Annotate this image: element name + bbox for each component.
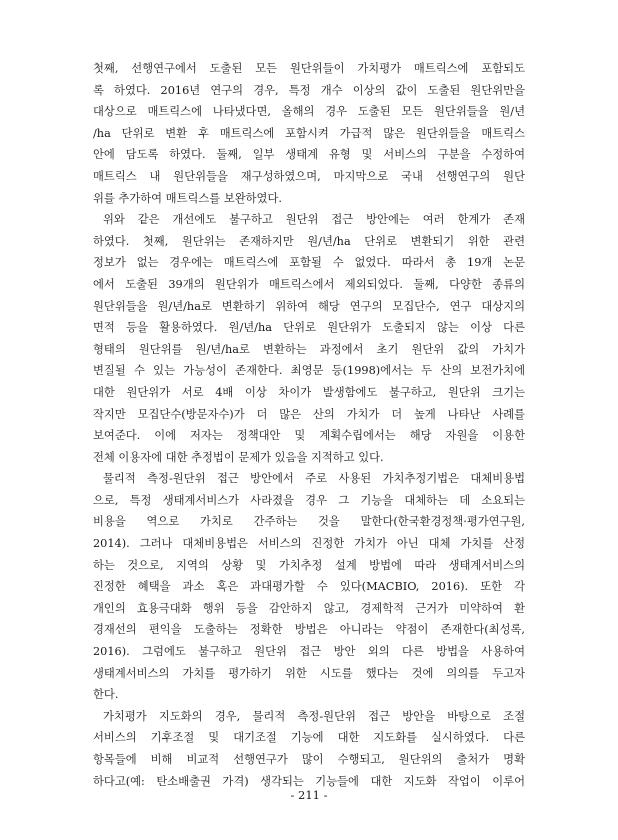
- text-line: 대한 원단위가 서로 4배 이상 차이가 발생함에도 불구하고, 원단위 크기는: [93, 385, 525, 399]
- paragraph-3: [93, 468, 525, 706]
- text-line: 면적 등을 활용하였다. 원/년/ha 단위로 원단위가 도출되지 않는 이상 다른: [93, 321, 525, 335]
- text-line: 물리적 측정-원단위 접근 방안에서 주로 사용된 가치추정기법은 대체비용법: [103, 472, 525, 486]
- text-line: 변질될 수 있는 가능성이 존재한다. 최영문 등(1998)에서는 두 산의 보전가치에: [93, 364, 525, 378]
- text-line: 정보가 없는 경우에는 매트릭스에 포함될 수 없었다. 따라서 총 19개 논문: [93, 256, 525, 270]
- paragraph-4: [93, 706, 525, 792]
- text-line: 위를 추가하여 매트릭스를 보완하였다.: [93, 191, 282, 205]
- text-line: 형태의 원단위를 원/년/ha로 변환하는 과정에서 초기 원단위 값의 가치가: [93, 342, 525, 356]
- text-line: 2016). 그럼에도 불구하고 원단위 접근 방안 외의 다른 방법을 사용하여: [93, 645, 525, 659]
- text-line: 경재선의 편익을 도출하는 정확한 방법은 아니라는 약점이 존재한다(최성록,: [93, 623, 525, 637]
- text-line: 대상으로 매트릭스에 나타냈다면, 올해의 경우 도출된 모든 원단위들을 원/년: [93, 105, 525, 119]
- text-line: 안에 담도록 하였다. 둘째, 일부 생태계 유형 및 서비스의 구분을 수정하여: [93, 148, 525, 162]
- text-line: 비용을 역으로 가치로 간주하는 것을 말한다(한국환경정책·평가연구원,: [93, 515, 525, 529]
- text-line: 2014). 그러나 대체비용법은 서비스의 진정한 가치가 아닌 대체 가치를 산정: [93, 537, 525, 551]
- text-line: 전체 이용자에 대한 추정법이 문제가 있음을 지적하고 있다.: [93, 450, 384, 464]
- text-line: 서비스의 기후조절 및 대기조절 기능에 대한 지도화를 실시하였다. 다른: [93, 731, 525, 745]
- text-line: 개인의 효용극대화 행위 등을 감안하지 않고, 경제학적 근거가 미약하여 환: [93, 601, 525, 615]
- text-line: 첫째, 선행연구에서 도출된 모든 원단위들이 가치평가 매트릭스에 포함되도: [93, 62, 525, 75]
- page-number: - 211 -: [290, 788, 328, 802]
- text-line: 하였다. 첫째, 원단위는 존재하지만 원/년/ha 단위로 변환되기 위한 관련: [93, 234, 525, 248]
- text-line: 매트릭스 내 원단위들을 재구성하였으며, 마지막으로 국내 선행연구의 원단: [93, 169, 525, 183]
- text-line: 원단위들을 원/년/ha로 변환하기 위하여 해당 연구의 모집단수, 연구 대상지의: [93, 299, 525, 313]
- text-line: 작지만 모집단수(방문자수)가 더 많은 산의 가치가 더 높게 나타난 사례를: [93, 407, 525, 421]
- text-line: 진정한 혜택을 과소 혹은 과대평가할 수 있다(MACBIO, 2016). 또한 각: [93, 580, 525, 594]
- body-text: [93, 58, 525, 792]
- paragraph-2: [93, 209, 525, 468]
- text-line: 가치평가 지도화의 경우, 물리적 측정-원단위 접근 방안을 바탕으로 조절: [103, 709, 525, 723]
- text-line: 한다.: [93, 688, 119, 702]
- text-line: 록 하였다. 2016년 연구의 경우, 특정 개수 이상의 값이 도출된 원단위만을: [93, 83, 525, 97]
- text-line: 으로, 특정 생태계서비스가 사라졌을 경우 그 기능을 대체하는 데 소요되는: [93, 493, 525, 507]
- text-line: 하다고(예: 탄소배출권 가격) 생각되는 기능들에 대한 지도화 작업이 이루어: [93, 774, 525, 788]
- text-line: /ha 단위로 변환 후 매트릭스에 포함시켜 가급적 많은 원단위들을 매트릭스: [93, 126, 525, 140]
- text-line: 하는 것으로, 지역의 상황 및 가치추정 설계 방법에 따라 생태계서비스의: [93, 558, 525, 572]
- paragraph-1: [93, 58, 525, 209]
- text-line: 에서 도출된 39개의 원단위가 매트릭스에서 제외되었다. 둘째, 다양한 종류의: [93, 277, 525, 291]
- text-line: 위와 같은 개선에도 불구하고 원단위 접근 방안에는 여러 한계가 존재: [103, 213, 525, 227]
- text-line: 항목들에 비해 비교적 선행연구가 많이 수행되고, 원단위의 출처가 명확: [93, 753, 525, 766]
- text-line: 보여준다. 이에 저자는 정책대안 및 계획수립에서는 해당 자원을 이용한: [93, 429, 525, 443]
- text-line: 생태계서비스의 가치를 평가하기 위한 시도를 했다는 것에 의의를 두고자: [93, 666, 525, 680]
